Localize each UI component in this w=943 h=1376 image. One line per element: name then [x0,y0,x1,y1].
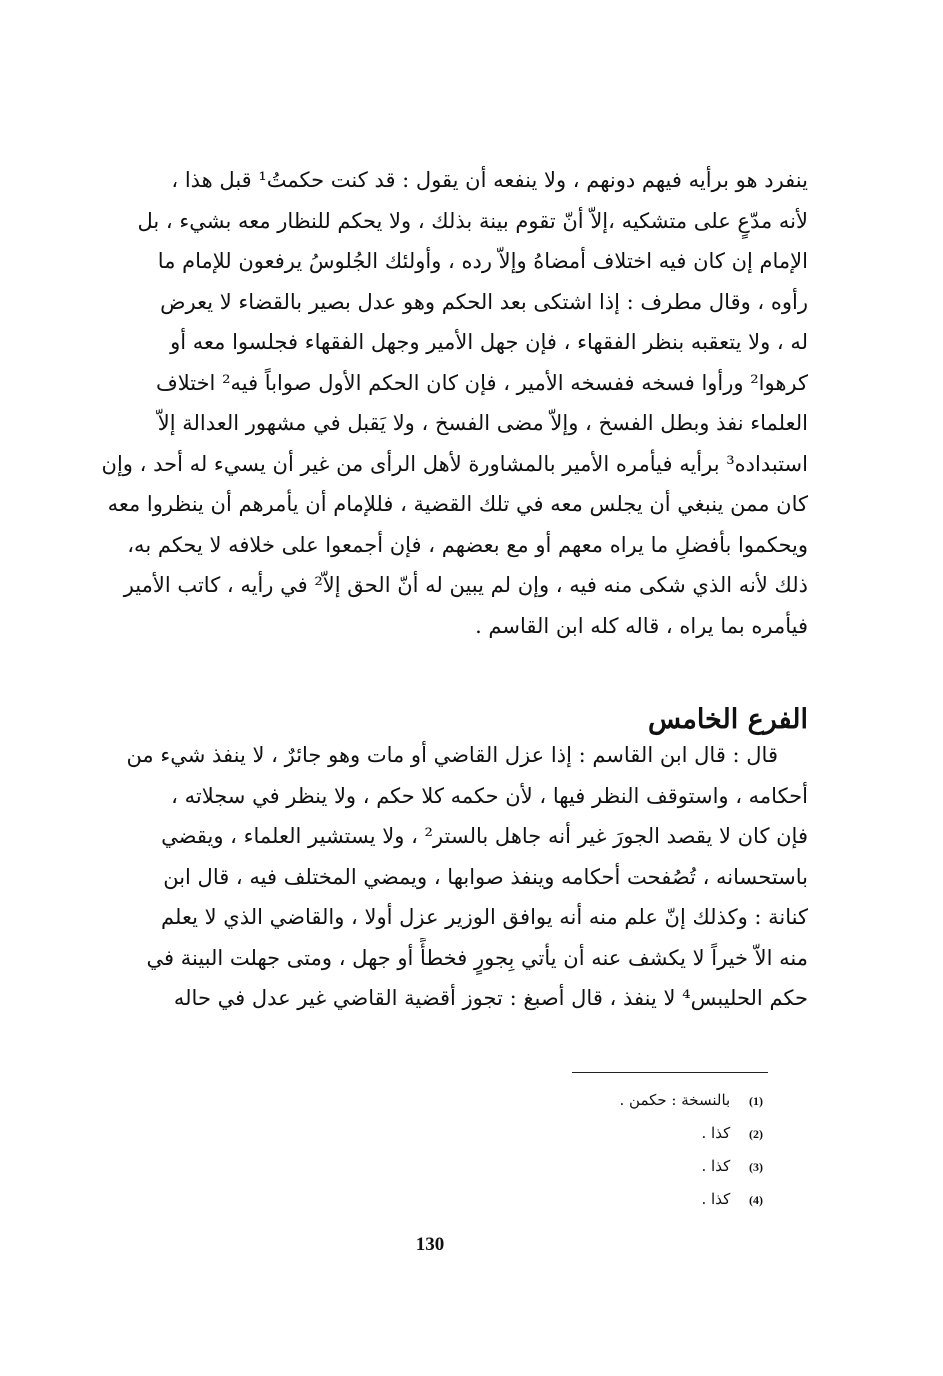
text-line: فيأمره بما يراه ، قاله كله ابن القاسم . [475,613,808,638]
text-line: حكم الحليبس⁴ لا ينفذ ، قال أصبغ : تجوز أقضية القاضي غير عدل في حاله [173,986,808,1010]
footnote-item [503,1150,763,1183]
text-line: منه الاّ خيراً لا يكشف عنه أن يأتي بِجورٍ فخطأً أو جهل ، ومتى جهلت البينة في [146,945,808,970]
text-line: فإن كان لا يقصد الجورَ غير أنه جاهل بالستر² ، ولا يستشير العلماء ، ويقضي [161,824,808,848]
footnote-number: (1) [749,1094,763,1108]
text-line: رأوه ، وقال مطرف : إذا اشتكى بعد الحكم وهو عدل بصير بالقضاء لا يعرض [160,289,808,314]
text-line: ويحكموا بأفضلِ ما يراه معهم أو مع بعضهم ، فإن أجمعوا على خلافه لا يحكم به، [127,532,808,557]
text-line: باستحسانه ، تُصُفحت أحكامه وينفذ صوابها ، ويمضي المختلف فيه ، قال ابن [163,864,808,889]
text-line: استبداده³ برأيه فيأمره الأمير بالمشاورة لأهل الرأى من غير أن يسيء له أحد ، وإن [101,451,808,476]
footnote-divider [572,1072,768,1073]
footnote-text: كذا . [701,1157,731,1175]
body-paragraph-2 [100,735,808,1019]
text-line: كرهوا² ورأوا فسخه ففسخه الأمير ، فإن كان الحكم الأول صواباً فيه² اختلاف [155,370,808,395]
footnote-text: كذا . [701,1124,731,1142]
footnotes [503,1084,763,1216]
body-paragraph-1 [100,160,808,646]
text-line: ينفرد هو برأيه فيهم دونهم ، ولا ينفعه أن يقول : قد كنت حكمتُ¹ قبل هذا ، [171,168,808,192]
footnote-text: كذا . [701,1190,731,1208]
text-line: كان ممن ينبغي أن يجلس معه في تلك القضية ، فللإمام أن يأمرهم أن ينظروا معه [107,492,808,516]
page-number: 130 [415,1234,445,1255]
text-line: كنانة : وكذلك إنّ علم منه أنه يوافق الوزير عزل أولا ، والقاضي الذي لا يعلم [161,905,808,929]
footnote-number: (3) [749,1160,763,1174]
text-line: لأنه مدّعٍ على متشكيه ،إلاّ أنّ تقوم بينة بذلك ، ولا يحكم للنظار معه بشيء ، بل [137,208,808,233]
footnote-item [503,1183,763,1216]
footnote-number: (2) [749,1127,763,1141]
text-line: الإمام إن كان فيه اختلاف أمضاهُ وإلاّ رده ، وأولئك الجُلوسُ يرفعون للإمام ما [157,249,808,273]
footnote-number: (4) [749,1193,763,1207]
text-line: أحكامه ، واستوقف النظر فيها ، لأن حكمه كلا حكم ، ولا ينظر في سجلاته ، [171,783,808,808]
text-line: له ، ولا يتعقبه بنظر الفقهاء ، فإن جهل الأمير وجهل الفقهاء فجلسوا معه أو [170,330,808,354]
footnote-item [503,1117,763,1150]
footnote-item [503,1084,763,1117]
text-line: العلماء نفذ وبطل الفسخ ، وإلاّ مضى الفسخ ، ولا يَقبل في مشهور العدالة إلاّ [157,411,808,435]
text-line: ذلك لأنه الذي شكى منه فيه ، وإن لم يبين له أنّ الحق إلاّ² في رأيه ، كاتب الأمير [123,573,808,597]
footnote-text: بالنسخة : حكمن . [619,1091,731,1109]
section-heading: الفرع الخامس [647,704,808,735]
text-line: قال : قال ابن القاسم : إذا عزل القاضي أو مات وهو جائرٌ ، لا ينفذ شيء من [126,743,778,767]
